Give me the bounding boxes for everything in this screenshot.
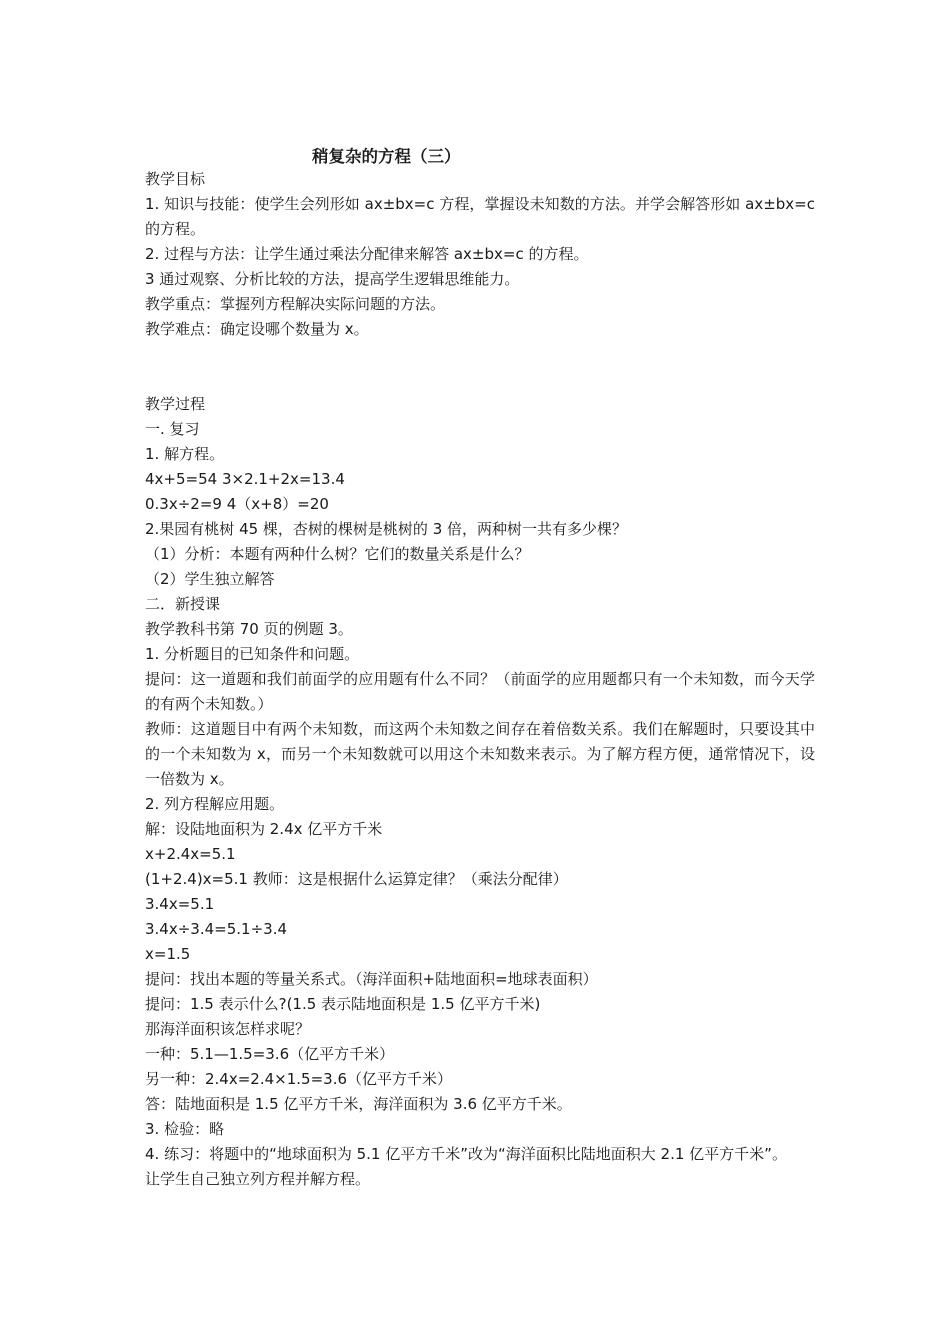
text-line: 二．新授课 [145,595,221,613]
document-body [145,167,815,1192]
text-line: 4. 练习：将题中的“地球面积为 5.1 亿平方千米”改为“海洋面积比陆地面积大 2.1 亿平方千米”。 [145,1145,787,1163]
text-line: 3. 检验：略 [145,1120,225,1138]
text-line: 提问：这一道题和我们前面学的应用题有什么不同？（前面学的应用题都只有一个未知数，而今天学的有两个未知数。） [145,670,815,713]
text-line: 教师：这道题目中有两个未知数，而这两个未知数之间存在着倍数关系。我们在解题时，只要设其中的一个未知数为 x，而另一个未知数就可以用这个未知数来表示。为了解方程方便，通常情况下，设一倍数为 x。 [145,720,815,788]
text-line: （1）分析：本题有两种什么树？它们的数量关系是什么？ [145,545,530,563]
text-line: 4x+5=54 3×2.1+2x=13.4 [145,470,345,488]
text-line: 一. 复习 [145,420,200,438]
text-line: 0.3x÷2=9 4（x+8）=20 [145,495,329,513]
text-line: x+2.4x=5.1 [145,845,236,863]
text-line: 解：设陆地面积为 2.4x 亿平方千米 [145,820,383,838]
text-line: (1+2.4)x=5.1 教师：这是根据什么运算定律？（乘法分配律） [145,870,568,888]
text-line: 教学目标 [145,170,206,188]
text-line: 提问：找出本题的等量关系式。（海洋面积+陆地面积=地球表面积） [145,970,598,988]
text-line: 教学教科书第 70 页的例题 3。 [145,620,353,638]
text-line: 提问：1.5 表示什么?(1.5 表示陆地面积是 1.5 亿平方千米) [145,995,541,1013]
text-line: 答：陆地面积是 1.5 亿平方千米，海洋面积为 3.6 亿平方千米。 [145,1095,572,1113]
text-line: 1. 分析题目的已知条件和问题。 [145,645,360,663]
text-line: 教学重点：掌握列方程解决实际问题的方法。 [145,295,446,313]
text-line: 2.果园有桃树 45 棵，杏树的棵树是桃树的 3 倍，两种树一共有多少棵？ [145,520,628,538]
blank-line [145,342,815,367]
blank-line [145,367,815,392]
text-line: （2）学生独立解答 [145,570,275,588]
text-line: 教学难点：确定设哪个数量为 x。 [145,320,369,338]
text-line: 教学过程 [145,395,206,413]
text-line: 一种：5.1—1.5=3.6（亿平方千米） [145,1045,395,1063]
text-line: 2. 过程与方法：让学生通过乘法分配律来解答 ax±bx=c 的方程。 [145,245,589,263]
text-line: 那海洋面积该怎样求呢？ [145,1020,311,1038]
text-line: 另一种：2.4x=2.4×1.5=3.6（亿平方千米） [145,1070,453,1088]
text-line: 3.4x=5.1 [145,895,215,913]
text-line: 让学生自己独立列方程并解方程。 [145,1170,371,1188]
text-line: 1. 知识与技能：使学生会列形如 ax±bx=c 方程，掌握设未知数的方法。并学会解答形如 ax±bx=c 的方程。 [145,195,815,238]
text-line: 1. 解方程。 [145,445,225,463]
text-line: 3 通过观察、分析比较的方法，提高学生逻辑思维能力。 [145,270,520,288]
text-line: x=1.5 [145,945,191,963]
text-line: 3.4x÷3.4=5.1÷3.4 [145,920,288,938]
text-line: 2. 列方程解应用题。 [145,795,285,813]
document-title: 稍复杂的方程（三） [312,147,461,166]
